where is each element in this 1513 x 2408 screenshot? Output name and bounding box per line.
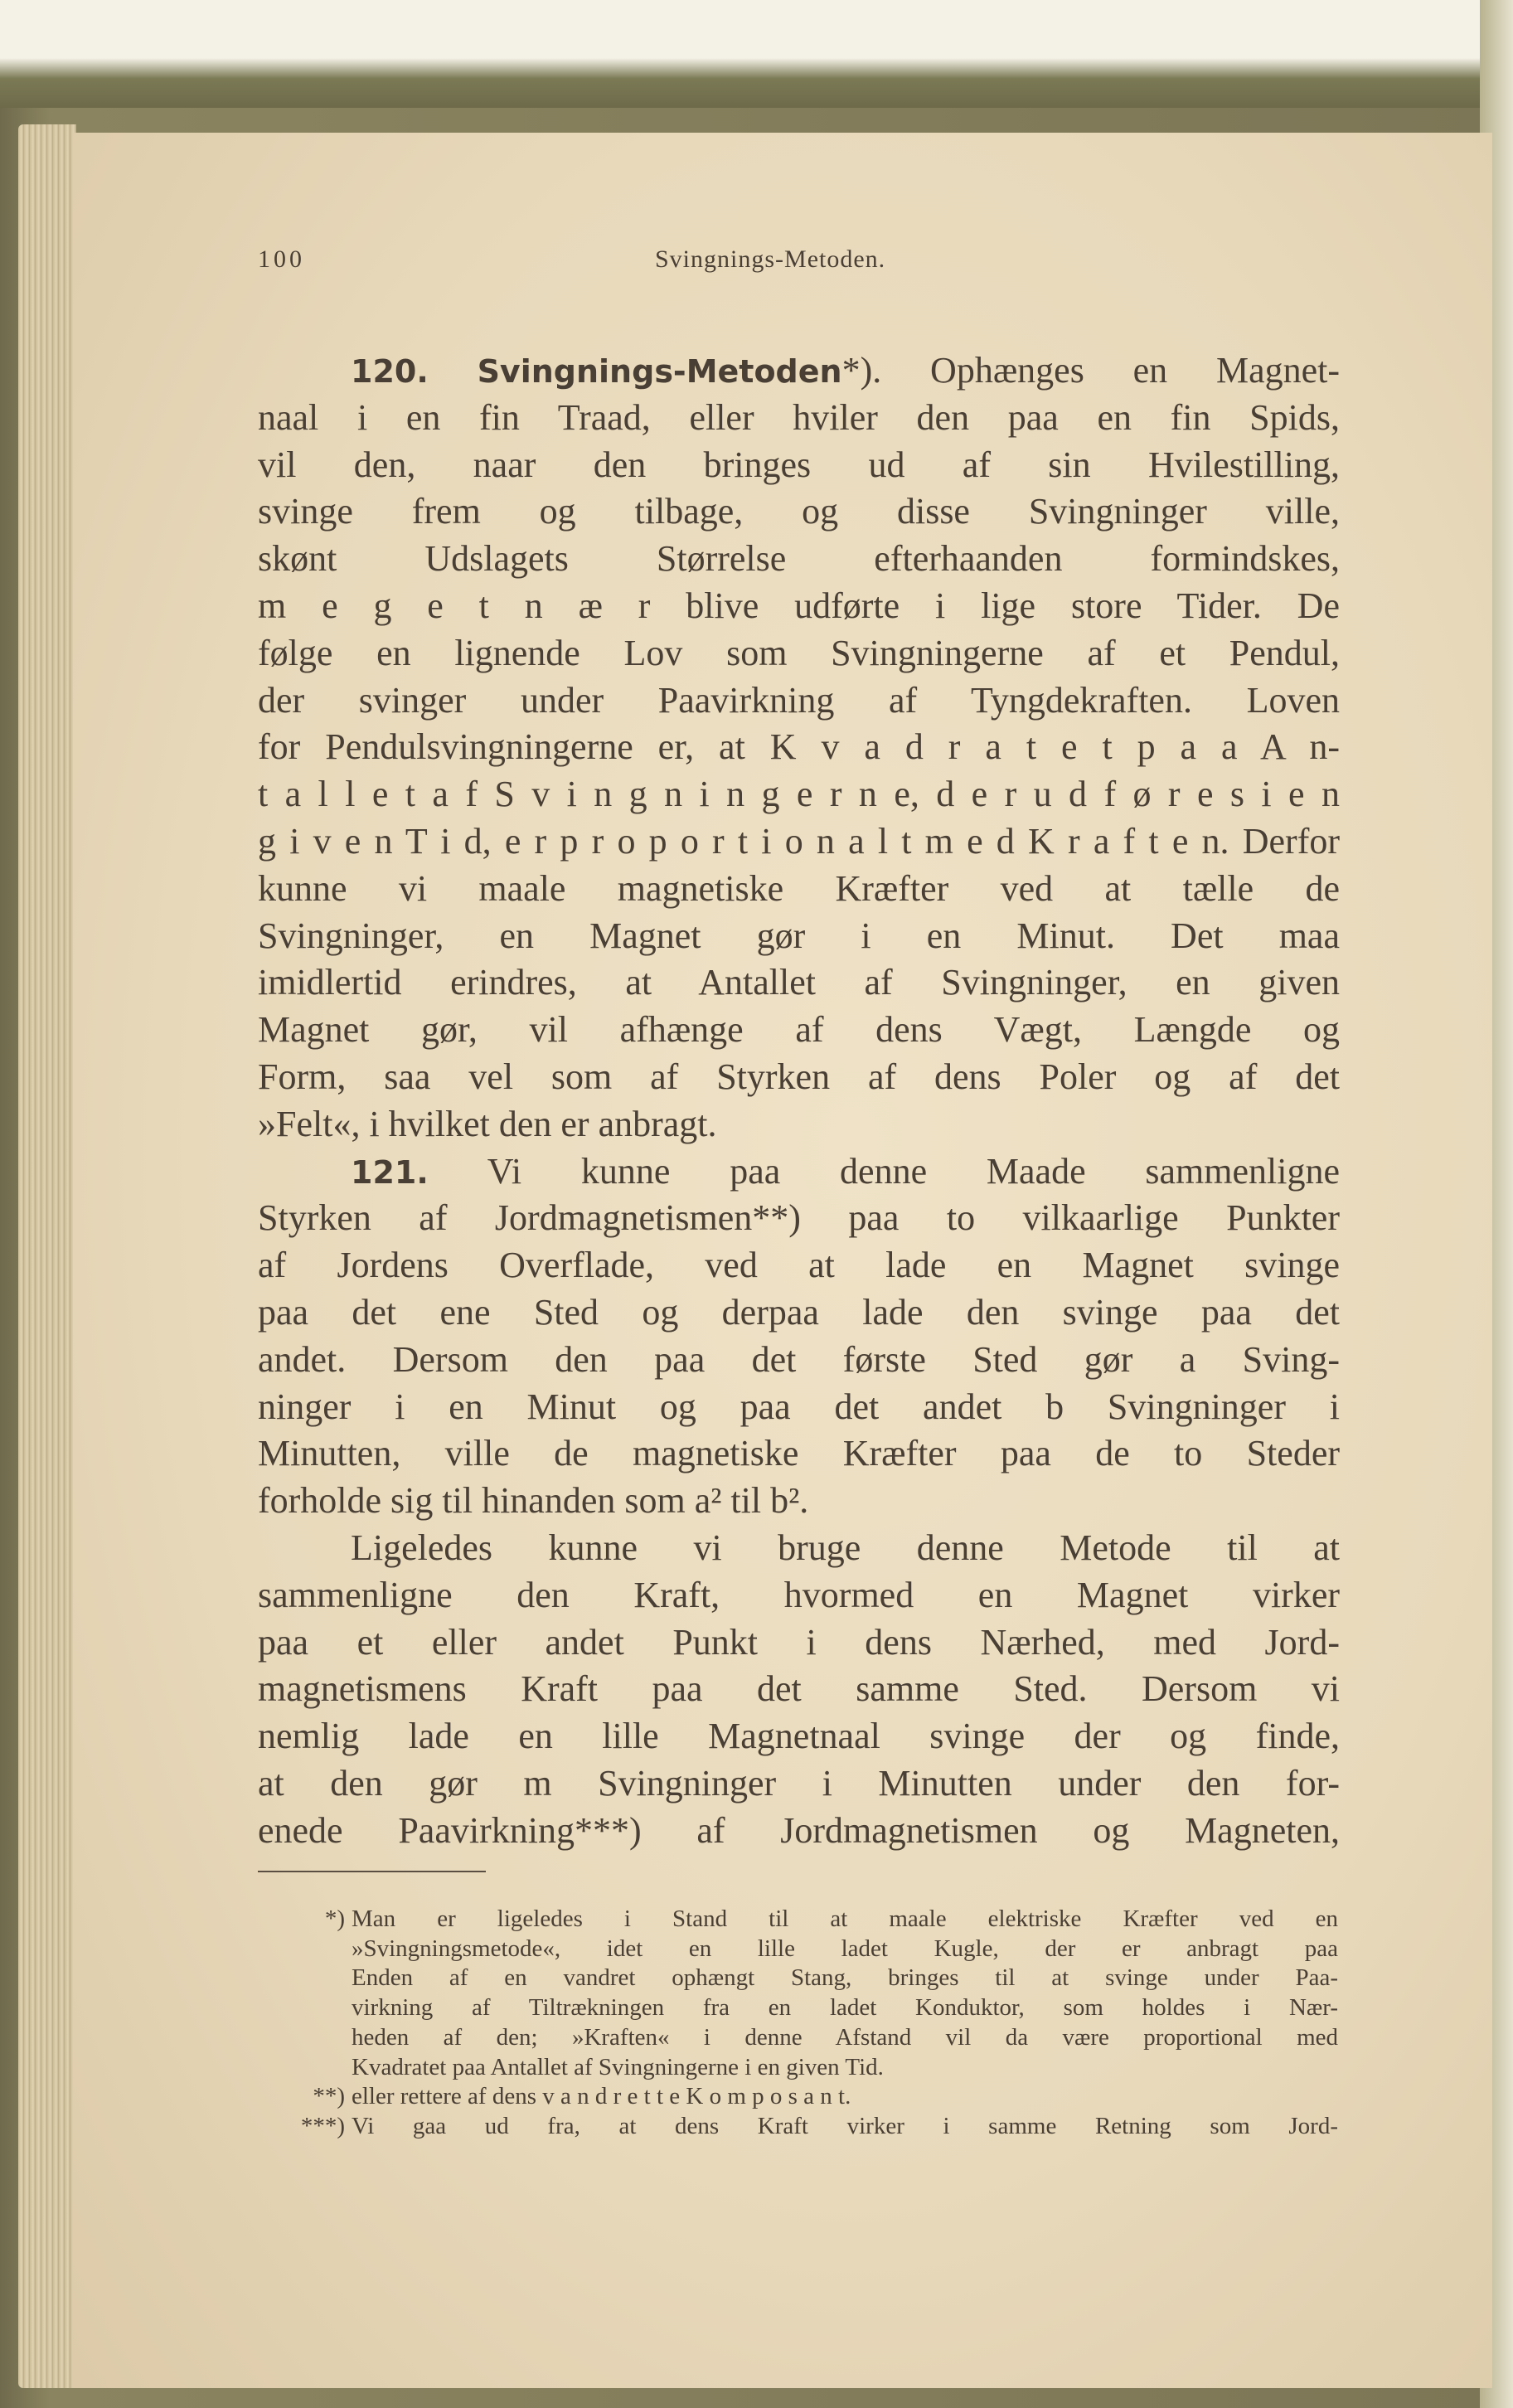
footnote-line (292, 2052, 1338, 2082)
body-line: andet. Dersom den paa det første Sted gør a Sving- (258, 1338, 1340, 1380)
footnote-rule (258, 1871, 486, 1872)
body-line: Styrken af Jordmagnetismen**) paa to vilkaarlige Punkter (258, 1197, 1340, 1239)
body-line: »Felt«, i hvilket den er anbragt. (258, 1103, 717, 1144)
section-number: 120. (351, 353, 429, 390)
page-edges (18, 124, 76, 2388)
body-line: Svingninger, en Magnet gør i en Minut. Det maa (258, 915, 1340, 956)
body-line: forholde sig til hinanden som a² til b². (258, 1480, 809, 1522)
body-line: m e g e t n æ r blive udførte i lige store Tider. De (258, 585, 1340, 626)
body-line: at den gør m Svingninger i Minutten under den for- (258, 1763, 1340, 1804)
body-line: magnetismens Kraft paa det samme Sted. Dersom vi (258, 1668, 1340, 1710)
footnote-line (292, 2111, 1338, 2141)
footnote-line (292, 1934, 1338, 1964)
body-line: naal i en fin Traad, eller hviler den paa en fin Spids, (258, 396, 1340, 438)
section-number: 121. (351, 1153, 429, 1191)
body-line: der svinger under Paavirkning af Tyngdekraften. Loven (258, 679, 1340, 721)
body-line: Magnet gør, vil afhænge af dens Vægt, Længde og (258, 1009, 1340, 1051)
body-line: imidlertid erindres, at Antallet af Svingninger, en given (258, 962, 1340, 1003)
body-line: for Pendulsvingningerne er, at K v a d r a t e t p a a A n- (258, 726, 1340, 768)
body-line: Form, saa vel som af Styrken af dens Poler og af det (258, 1056, 1340, 1097)
footnote-line (292, 1904, 1338, 1934)
page-number: 100 (258, 245, 305, 273)
body-line: kunne vi maale magnetiske Kræfter ved at tælle de (258, 867, 1340, 909)
footnote-text: Kvadratet paa Antallet af Svingningerne i en given Tid. (352, 2053, 884, 2080)
body-line: nemlig lade en lille Magnetnaal svinge der og finde, (258, 1716, 1340, 1757)
footnote-line (292, 2081, 1338, 2111)
body-line: Minutten, ville de magnetiske Kræfter paa de to Steder (258, 1433, 1340, 1474)
footnote-text: virkning af Tiltrækningen fra en ladet Konduktor, som holdes i Nær- (352, 1994, 1338, 2022)
footnote-text: heden af den; »Kraften« i denne Afstand vil da være proportional med (352, 2023, 1338, 2051)
body-line: sammenligne den Kraft, hvormed en Magnet virker (258, 1574, 1340, 1615)
running-title: Svingnings-Metoden. (655, 245, 886, 273)
footnote-text: Man er ligeledes i Stand til at maale elektriske Kræfter ved en (352, 1906, 1338, 1932)
body-line: paa et eller andet Punkt i dens Nærhed, med Jord- (258, 1621, 1340, 1663)
body-line: følge en lignende Lov som Svingningerne af et Pendul, (258, 632, 1340, 673)
body-line: Ligeledes kunne vi bruge denne Metode til at (351, 1527, 1340, 1568)
body-line: af Jordens Overflade, ved at lade en Magnet svinge (258, 1245, 1340, 1286)
footnote-text: Enden af en vandret ophængt Stang, bringes til at svinge under Paa- (352, 1964, 1338, 1992)
footnote-text: eller rettere af dens v a n d r e t t e K o m p o s a n t. (352, 2083, 851, 2110)
footnote-text: Vi gaa ud fra, at dens Kraft virker i samme Retning som Jord- (352, 2112, 1338, 2139)
book-cover-top (0, 0, 1513, 108)
body-line: svinge frem og tilbage, og disse Svingninger ville, (258, 491, 1340, 532)
footnote-marker: *) (324, 1906, 345, 1932)
footnote-line (292, 2022, 1338, 2052)
footnote-line (292, 1963, 1338, 1993)
footnote-line (292, 1993, 1338, 2022)
footnote-marker: **) (313, 2083, 345, 2110)
section-title: Svingnings-Metoden (477, 353, 842, 390)
section-121-first-line (258, 1148, 1340, 1195)
body-line: ninger i en Minut og paa det andet b Svingninger i (258, 1386, 1340, 1427)
body-line: g i v e n T i d, e r p r o p o r t i o n a l t m e d K r a f t e n. Derfor (258, 821, 1340, 862)
body-line: paa det ene Sted og derpaa lade den svinge paa det (258, 1292, 1340, 1333)
body-line-text: *). Ophænges en Magnet- (841, 350, 1340, 391)
section-120-first-line (258, 347, 1340, 394)
footnote-marker: ***) (300, 2112, 345, 2139)
body-line: enede Paavirkning***) af Jordmagnetismen og Magneten, (258, 1809, 1340, 1851)
body-line: skønt Udslagets Størrelse efterhaanden formindskes, (258, 538, 1340, 580)
footnote-text: »Svingningsmetode«, idet en lille ladet Kugle, der er anbragt paa (352, 1935, 1338, 1962)
body-line: t a l l e t a f S v i n g n i n g e r n e, d e r u d f ø r e s i e n (258, 774, 1340, 815)
body-line: vil den, naar den bringes ud af sin Hvilestilling, (258, 444, 1340, 485)
body-line-text: Vi kunne paa denne Maade sammenligne (487, 1150, 1340, 1192)
